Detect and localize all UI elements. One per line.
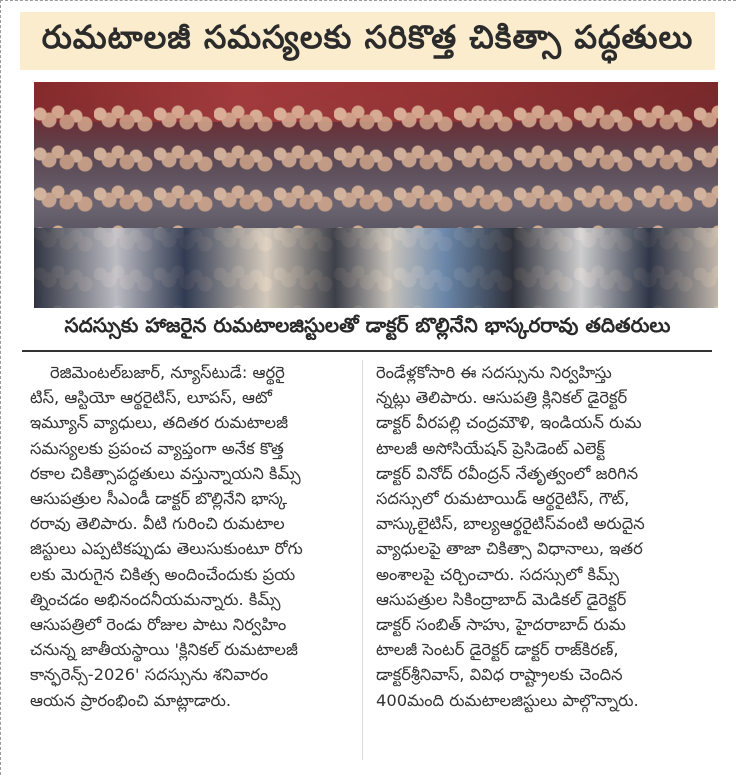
text-line: వాస్కులైటిస్, బాల్యఆర్థరైటిస్‌వంటి అరుదైన <box>376 514 645 534</box>
text-line: అంశాలపై చర్చించారు. సదస్సులో కిమ్స్ <box>376 564 620 584</box>
text-line: చనున్న జాతీయస్థాయి 'క్లినికల్ రుమటాలజీ <box>30 640 298 660</box>
text-line: రరావు తెలిపారు. వీటి గురించి రుమటాల <box>30 514 285 534</box>
text-line: డాక్టర్ సంబిత్ సాహు, హైదరాబాద్ రుమ <box>376 615 626 635</box>
photo-front-row <box>34 228 718 308</box>
text-line: సదస్సులో రుమటాయిడ్ ఆర్థరైటిస్, గౌట్, <box>376 489 630 509</box>
column-divider <box>362 360 363 760</box>
text-line: రెజిమెంటల్‌బజార్, న్యూస్‌టుడే: ఆర్థరై <box>50 363 285 382</box>
text-line: ఆసుపత్రిలో రెండు రోజుల పాటు నిర్వహిం <box>30 615 287 635</box>
article-column-left <box>30 360 346 713</box>
text-line: రకాల చికిత్సాపద్ధతులు వస్తున్నాయని కిమ్స్ <box>30 463 301 483</box>
text-line: న్నట్లు తెలిపారు. ఆసుపత్రి క్లినికల్ డైరెక్టర్ <box>376 388 628 408</box>
group-photo <box>34 82 718 308</box>
text-line: రెండేళ్లకోసారి ఈ సదస్సును నిర్వహిస్తు <box>376 363 612 382</box>
text-line: ఆయన ప్రారంభించి మాట్లాడారు. <box>30 690 232 710</box>
text-line: టిస్, ఆస్టియో ఆర్థరైటిస్, లూపస్, ఆటో <box>30 388 272 408</box>
text-line: ఆసుపత్రుల సికింద్రాబాద్ మెడికల్ డైరెక్టర్ <box>376 589 627 609</box>
text-line: లకు మెరుగైన చికిత్స అందించేందుకు ప్రయ <box>30 564 296 584</box>
clipping-border-top <box>0 0 736 5</box>
text-line: సమస్యలకు ప్రపంచ వ్యాప్తంగా అనేక కొత్త <box>30 438 284 458</box>
article-headline: రుమటాలజీ సమస్యలకు సరికొత్త చికిత్సా పద్ధతులు <box>20 12 715 70</box>
text-line: 400మంది రుమటాలజిస్టులు పాల్గొన్నారు. <box>376 690 639 710</box>
clipping-border-left <box>0 0 4 775</box>
text-line: డాక్టర్ వీరపల్లి చంద్రమౌళి, ఇండియన్ రుమ <box>376 413 642 433</box>
text-line: ఇమ్యూన్ వ్యాధులు, తదితర రుమటాలజీ <box>30 413 288 433</box>
text-line: టాలజీ అసోసియేషన్ ప్రెసిడెంట్ ఎలెక్ట్ <box>376 438 605 458</box>
text-line: డాక్టర్‌శ్రీనివాస్, వివిధ రాష్ట్రాలకు చెందిన <box>376 665 623 685</box>
text-line: టాలజీ సెంటర్ డైరెక్టర్ డాక్టర్ రాజ్‌కిరణ్, <box>376 640 619 660</box>
text-line: డాక్టర్ వినోద్ రవీంద్రన్ నేతృత్వంలో జరిగిన <box>376 463 639 483</box>
article-column-right <box>376 360 692 713</box>
caption-rule <box>22 350 712 352</box>
text-line: కాన్ఫరెన్స్-2026' సదస్సును శనివారం <box>30 665 269 685</box>
photo-caption: సదస్సుకు హాజరైన రుమటాలజిస్టులతో డాక్టర్ బొల్లినేని భాస్కరరావు తదితరులు <box>64 313 671 337</box>
text-line: వ్యాధులపై తాజా చికిత్సా విధానాలు, ఇతర <box>376 539 643 559</box>
text-line: త్నించడం అభినందనీయమన్నారు. కిమ్స్ <box>30 589 281 609</box>
text-line: జిస్టులు ఎప్పటికప్పుడు తెలుసుకుంటూ రోగు <box>30 539 303 559</box>
text-line: ఆసుపత్రుల సీఎండీ డాక్టర్ బొల్లినేని భాస్క <box>30 489 288 509</box>
